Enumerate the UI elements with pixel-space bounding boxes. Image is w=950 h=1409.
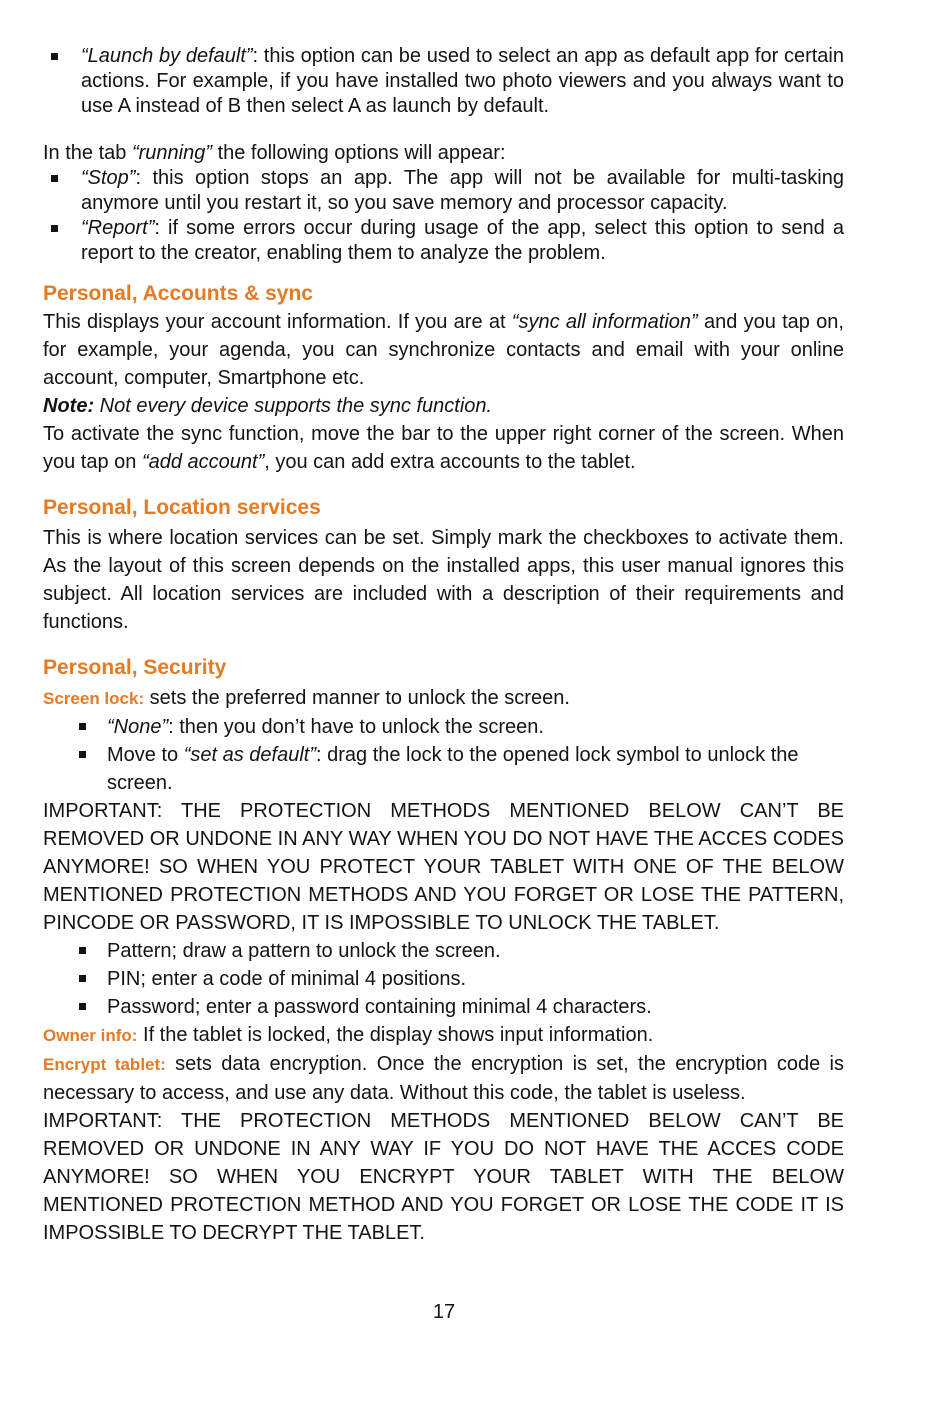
list-item-stop — [43, 166, 844, 216]
launch-by-default-text: : this option can be used to select an app as default app for certain actions. For example, if you have installed two photo viewers and you always want to use A instead of B then select A as launch by default. — [81, 45, 844, 117]
heading-location-services: Personal, Location services — [43, 496, 321, 519]
list-item-launch-by-default — [43, 44, 844, 119]
list-item-report — [43, 216, 844, 266]
term-stop: “Stop” — [81, 167, 136, 189]
bullet-icon — [51, 53, 58, 60]
list-item-none — [43, 713, 844, 741]
list-item-pattern — [43, 937, 844, 965]
owner-info-text: If the tablet is locked, the display shows input information. — [137, 1024, 654, 1046]
screen-lock-text: sets the preferred manner to unlock the screen. — [144, 687, 570, 709]
list-item-set-as-default — [43, 741, 844, 797]
term-report: “Report” — [81, 217, 155, 239]
term-running: “running” — [131, 142, 213, 164]
running-intro-before: In the tab — [43, 142, 132, 164]
running-intro — [43, 141, 844, 166]
encrypt-tablet-text: sets data encryption. Once the encryption is set, the encryption code is necessary to access, and use any data. Without this code, the tablet is useless. — [43, 1053, 844, 1104]
term-set-as-default: “set as default” — [183, 744, 316, 766]
important-notice-1: IMPORTANT: THE PROTECTION METHODS MENTIONED BELOW CAN’T BE REMOVED OR UNDONE IN ANY WAY WHEN YOU DO NOT HAVE THE ACCES CODES ANYMORE! SO WHEN YOU PROTECT YOUR TABLET WITH ONE OF THE BELOW MENTIONED PROTECTION METHODS AND YOU FORGET OR LOSE THE PATTERN, PINCODE OR PASSWORD, IT IS IMPOSSIBLE TO UNLOCK THE TABLET. — [43, 800, 844, 934]
screen-lock-paragraph — [43, 684, 844, 713]
list-item-password — [43, 993, 844, 1021]
accounts-paragraph-2 — [43, 420, 844, 476]
accounts-p1-before: This displays your account information. If you are at — [43, 311, 512, 333]
bullet-icon — [79, 947, 86, 954]
note-label: Note: — [43, 395, 95, 417]
none-after: : then you don’t have to unlock the screen. — [168, 716, 544, 738]
term-none: “None” — [107, 716, 169, 738]
set-as-default-after: : drag the lock to the opened lock symbol to unlock the screen. — [107, 744, 799, 794]
set-as-default-before: Move to — [107, 744, 184, 766]
encrypt-tablet-paragraph — [43, 1050, 844, 1107]
accounts-p1-after: and you tap on, for example, your agenda, you can synchronize contacts and email with your online account, computer, Smartphone etc. — [43, 311, 844, 389]
manual-page — [43, 44, 844, 1247]
page-number: 17 — [432, 1301, 456, 1323]
location-paragraph: This is where location services can be set. Simply mark the checkboxes to activate them. As the layout of this screen depends on the installed apps, this user manual ignores this subject. All location services are included with a description of their requirements and functions. — [43, 527, 844, 633]
stop-text: : this option stops an app. The app will not be available for multi-tasking anymore until you restart it, so you save memory and processor capacity. — [81, 167, 844, 214]
owner-info-label: Owner info: — [43, 1026, 138, 1045]
method-pin: PIN; enter a code of minimal 4 positions. — [107, 968, 467, 990]
bullet-icon — [51, 175, 58, 182]
note-text: Not every device supports the sync function. — [94, 395, 493, 417]
bullet-icon — [79, 1003, 86, 1010]
accounts-note — [43, 392, 844, 420]
term-sync-all-information: “sync all information” — [511, 311, 698, 333]
bullet-icon — [79, 723, 86, 730]
accounts-p2-after: , you can add extra accounts to the tablet. — [264, 451, 636, 473]
accounts-p2-before: To activate the sync function, move the bar to the upper right corner of the screen. When you tap on — [43, 423, 844, 473]
method-password: Password; enter a password containing minimal 4 characters. — [107, 996, 652, 1018]
owner-info-paragraph — [43, 1021, 844, 1050]
report-text: : if some errors occur during usage of the app, select this option to send a report to the creator, enabling them to analyze the problem. — [81, 217, 844, 264]
screen-lock-label: Screen lock: — [43, 689, 145, 708]
term-add-account: “add account” — [141, 451, 265, 473]
accounts-paragraph-1 — [43, 308, 844, 392]
heading-security: Personal, Security — [43, 656, 227, 679]
important-notice-2: IMPORTANT: THE PROTECTION METHODS MENTIONED BELOW CAN’T BE REMOVED OR UNDONE IN ANY WAY IF YOU DO NOT HAVE THE ACCES CODE ANYMORE! SO WHEN YOU ENCRYPT YOUR TABLET WITH THE BELOW MENTIONED PROTECTION METHOD AND YOU FORGET OR LOSE THE CODE IT IS IMPOSSIBLE TO DECRYPT THE TABLET. — [43, 1110, 844, 1244]
running-intro-after: the following options will appear: — [212, 142, 506, 164]
heading-accounts-sync: Personal, Accounts & sync — [43, 282, 313, 305]
bullet-icon — [51, 225, 58, 232]
method-pattern: Pattern; draw a pattern to unlock the screen. — [107, 940, 501, 962]
bullet-icon — [79, 751, 86, 758]
bullet-icon — [79, 975, 86, 982]
list-item-pin — [43, 965, 844, 993]
encrypt-tablet-label: Encrypt tablet: — [43, 1055, 166, 1074]
term-launch-by-default: “Launch by default” — [81, 45, 253, 67]
